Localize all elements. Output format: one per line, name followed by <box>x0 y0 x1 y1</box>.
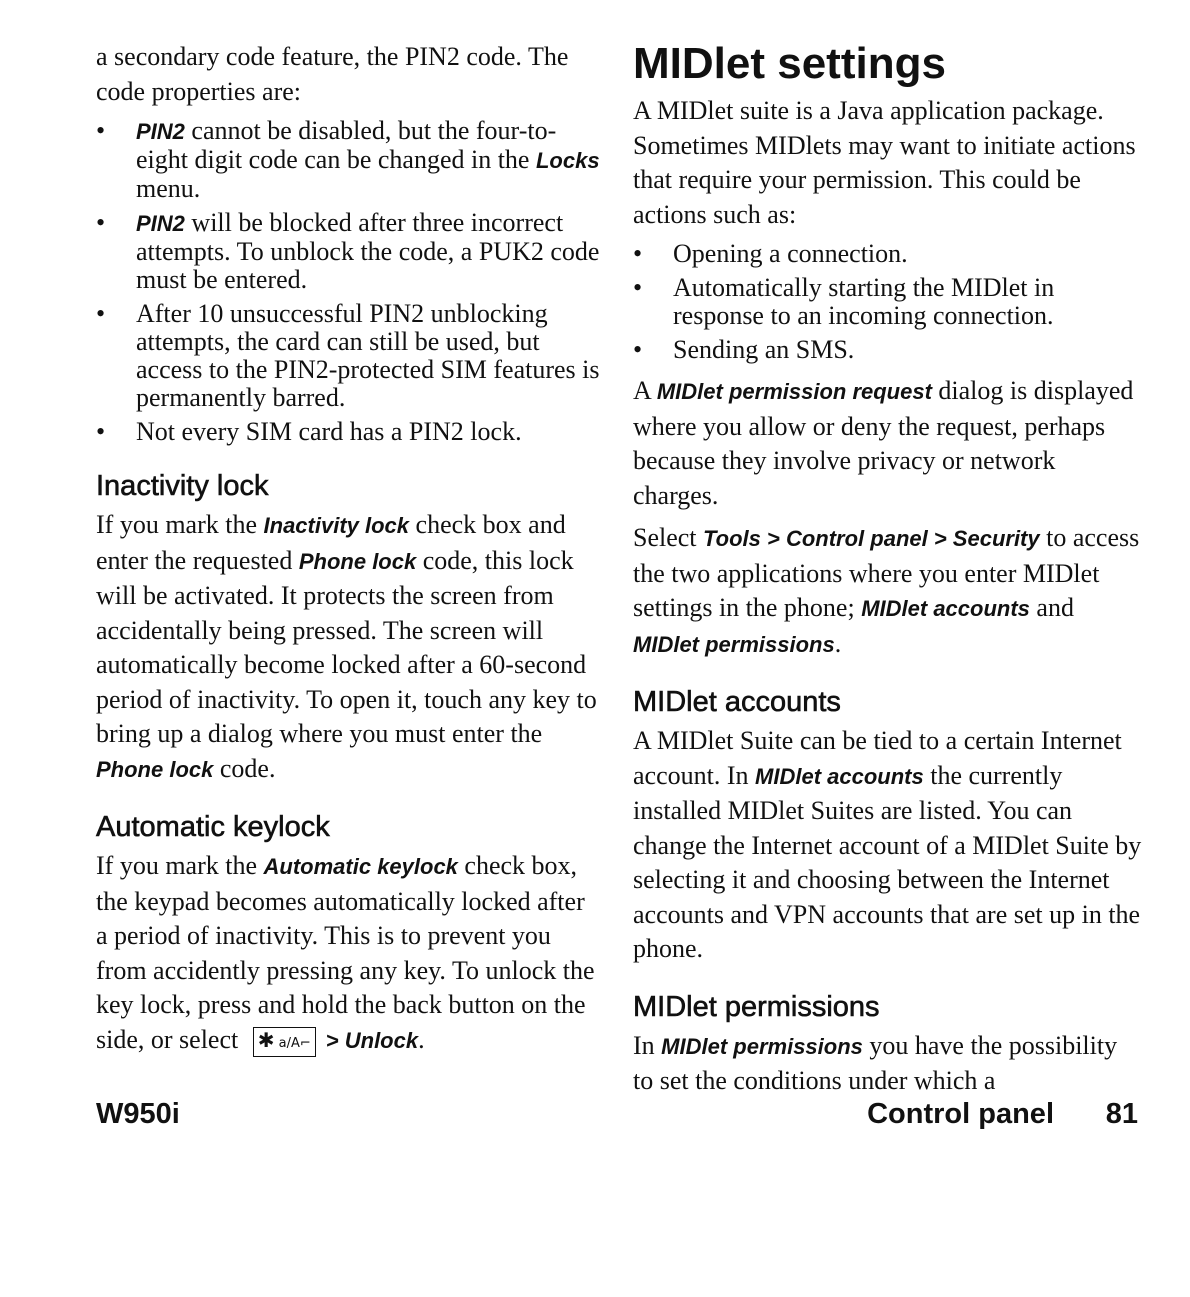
list-item: • Opening a connection. <box>633 240 1143 268</box>
paragraph-text: check box, the keypad becomes automatically locked after a period of inactivity. This is to prevent you from accidently pressing any key. To unlock the key lock, press and hold the back button on the side, or select <box>96 851 595 1054</box>
left-column <box>96 40 602 1066</box>
midlet-permissions-heading: MIDlet permissions <box>633 990 880 1023</box>
paragraph-text: If you mark the <box>96 510 264 539</box>
key-label: a/A⌐ <box>278 1035 311 1051</box>
pin2-term: PIN2 <box>136 211 185 236</box>
paragraph-text: If you mark the <box>96 851 264 880</box>
keypad-key-icon <box>253 1027 316 1057</box>
star-icon: ✱ <box>257 1027 275 1052</box>
midlet-permissions-term: MIDlet permissions <box>661 1033 863 1059</box>
paragraph-text: and <box>1029 593 1074 622</box>
right-column <box>633 40 1143 1105</box>
bullet-text: menu. <box>136 174 201 203</box>
footer-section-title: Control panel <box>867 1098 1054 1130</box>
paragraph-text: A <box>633 376 657 405</box>
bullet-text: Not every SIM card has a PIN2 lock. <box>136 417 522 446</box>
list-item: • Sending an SMS. <box>633 336 1143 364</box>
footer-page-number: 81 <box>1105 1098 1138 1130</box>
intro-paragraph: a secondary code feature, the PIN2 code. The code properties are: <box>96 42 569 106</box>
permission-request-term: MIDlet permission request <box>656 379 932 404</box>
footer-model: W950i <box>96 1098 180 1130</box>
page-title: MIDlet settings <box>633 39 946 88</box>
inactivity-lock-heading: Inactivity lock <box>96 470 269 502</box>
list-item <box>96 418 602 446</box>
bullet-text: cannot be disabled, but the four-to-eight digit code can be changed in the <box>136 116 557 174</box>
paragraph-text: code, this lock will be activated. It protects the screen from accidentally being pressed. The screen will automatically become locked after a 60-second period of inactivity. To open it, touch any key to bring up a dialog where you must enter the <box>96 545 597 748</box>
automatic-keylock-heading: Automatic keylock <box>96 811 330 843</box>
menu-path-term: Tools > Control panel > Security <box>703 526 1040 551</box>
list-item <box>96 117 602 203</box>
bullet-text: will be blocked after three incorrect attempts. To unblock the code, a PUK2 code must be entered. <box>136 208 600 294</box>
paragraph-text: you have the possibility to set the conditions under which a <box>633 1030 1118 1095</box>
paragraph-text: the currently installed MIDlet Suites are listed. You can change the Internet account of a MIDlet Suite by selecting it and choosing between the Internet accounts and VPN accounts that are set up in the phone. <box>633 760 1142 963</box>
inactivity-lock-paragraph <box>96 508 602 787</box>
paragraph-text: to access the two applications where you enter MIDlet settings in the phone; <box>633 523 1140 622</box>
midlet-permissions-term: MIDlet permissions <box>633 631 835 657</box>
list-item: • Automatically starting the MIDlet in response to an incoming connection. <box>633 274 1143 330</box>
paragraph-text: A MIDlet Suite can be tied to a certain Internet account. In <box>633 726 1122 790</box>
automatic-keylock-term: Automatic keylock <box>263 854 458 879</box>
midlet-actions-list <box>633 240 1143 364</box>
midlet-accounts-term: MIDlet accounts <box>861 596 1030 621</box>
paragraph-text: . <box>834 628 842 658</box>
midlet-permissions-paragraph <box>633 1029 1143 1097</box>
automatic-keylock-paragraph <box>96 849 602 1058</box>
inactivity-lock-term: Inactivity lock <box>263 513 410 538</box>
midlet-accounts-term: MIDlet accounts <box>755 763 924 789</box>
paragraph-text: Select <box>633 523 704 552</box>
phone-lock-term: Phone lock <box>96 756 214 782</box>
midlet-accounts-paragraph <box>633 724 1143 967</box>
paragraph-text: In <box>633 1030 662 1060</box>
midlet-intro-paragraph: A MIDlet suite is a Java application package. Sometimes MIDlets may want to initiate actions that require your permission. This could be actions such as: <box>633 96 1136 229</box>
paragraph-text: . <box>418 1024 425 1054</box>
pin2-bullet-list <box>96 117 602 446</box>
security-path-paragraph <box>633 521 1143 662</box>
locks-term: Locks <box>535 148 600 173</box>
unlock-term: > Unlock <box>325 1027 419 1053</box>
pin2-term: PIN2 <box>136 119 185 144</box>
phone-lock-term: Phone lock <box>298 548 417 574</box>
permission-request-paragraph <box>633 374 1143 513</box>
midlet-accounts-heading: MIDlet accounts <box>633 686 841 718</box>
paragraph-text: check box and enter the requested <box>96 510 566 575</box>
paragraph-text: code. <box>213 753 276 783</box>
paragraph-text: dialog is displayed where you allow or deny the request, perhaps because they involve privacy or network charges. <box>633 376 1134 510</box>
list-item <box>96 300 602 412</box>
bullet-text: After 10 unsuccessful PIN2 unblocking attempts, the card can still be used, but access to the PIN2-protected SIM features is permanently barred. <box>136 299 600 412</box>
list-item <box>96 209 602 294</box>
